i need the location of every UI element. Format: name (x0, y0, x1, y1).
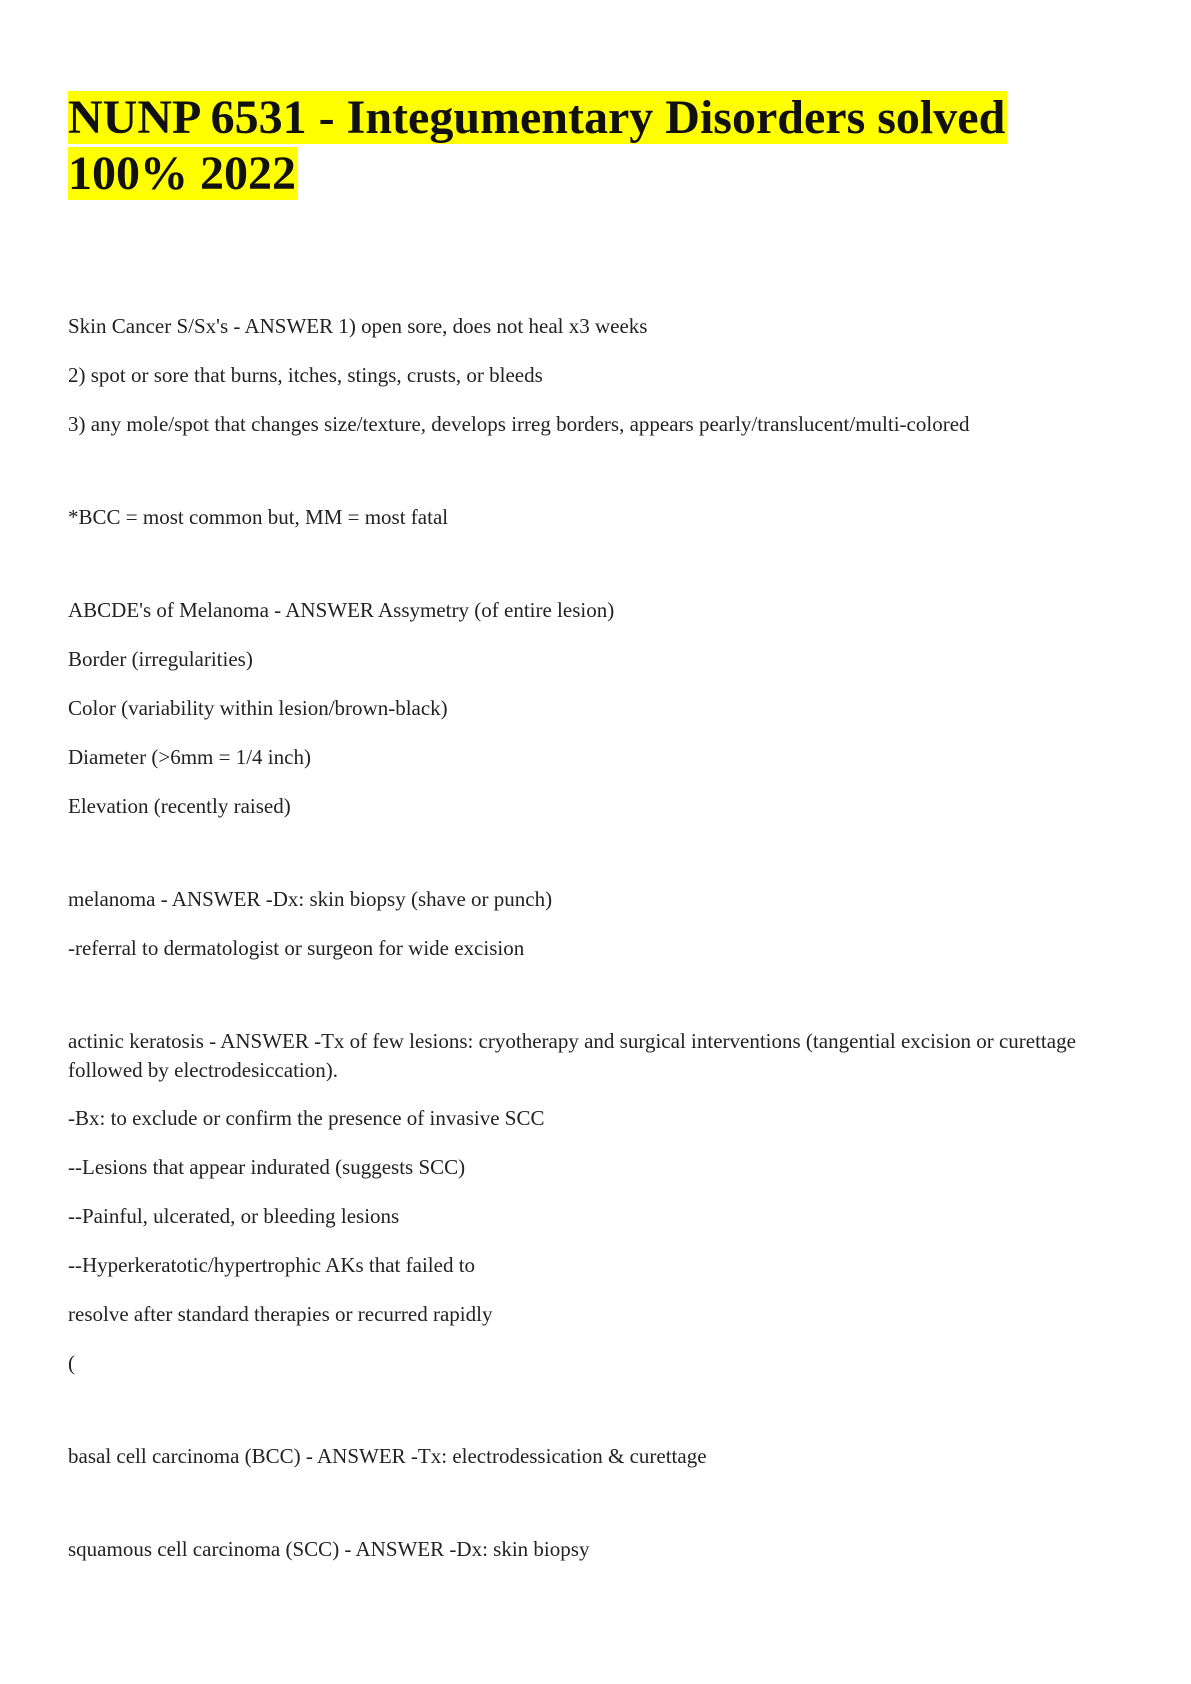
title-line-1 (68, 90, 1108, 146)
ak-line-4: --Painful, ulcerated, or bleeding lesions (68, 1204, 400, 1228)
document-title (68, 90, 1108, 202)
bcc-line-1: basal cell carcinoma (BCC) - ANSWER -Tx: electrodessication & curettage (68, 1444, 707, 1468)
abcde-line-2: Border (irregularities) (68, 647, 253, 671)
melanoma-line-2: -referral to dermatologist or surgeon for wide excision (68, 936, 525, 960)
ak-line-1: actinic keratosis - ANSWER -Tx of few lesions: cryotherapy and surgical interventions (tangential excision or curettage followed by electrodesiccation). (68, 1029, 1076, 1082)
ak-line-6: resolve after standard therapies or recurred rapidly (68, 1302, 493, 1326)
title-highlight-1: NUNP 6531 - Integumentary Disorders solved (68, 91, 1006, 144)
title-highlight-2: 100% 2022 (68, 147, 296, 200)
ak-line-3: --Lesions that appear indurated (suggests SCC) (68, 1155, 466, 1179)
ak-line-5: --Hyperkeratotic/hypertrophic AKs that failed to (68, 1253, 476, 1277)
title-line-2 (68, 146, 1108, 202)
abcde-line-4: Diameter (>6mm = 1/4 inch) (68, 745, 311, 769)
melanoma-line-1: melanoma - ANSWER -Dx: skin biopsy (shave or punch) (68, 887, 553, 911)
abcde-line-5: Elevation (recently raised) (68, 794, 291, 818)
bcc-note: *BCC = most common but, MM = most fatal (68, 505, 449, 529)
ak-line-2: -Bx: to exclude or confirm the presence of invasive SCC (68, 1106, 545, 1130)
ak-line-7: ( (68, 1351, 75, 1375)
scc-line-1: squamous cell carcinoma (SCC) - ANSWER -Dx: skin biopsy (68, 1537, 590, 1561)
abcde-line-3: Color (variability within lesion/brown-black) (68, 696, 448, 720)
skin-cancer-line-1: Skin Cancer S/Sx's - ANSWER 1) open sore, does not heal x3 weeks (68, 314, 648, 338)
skin-cancer-line-2: 2) spot or sore that burns, itches, stings, crusts, or bleeds (68, 363, 543, 387)
abcde-line-1: ABCDE's of Melanoma - ANSWER Assymetry (of entire lesion) (68, 598, 615, 622)
skin-cancer-line-3: 3) any mole/spot that changes size/texture, develops irreg borders, appears pearly/translucent/multi-colored (68, 412, 970, 436)
